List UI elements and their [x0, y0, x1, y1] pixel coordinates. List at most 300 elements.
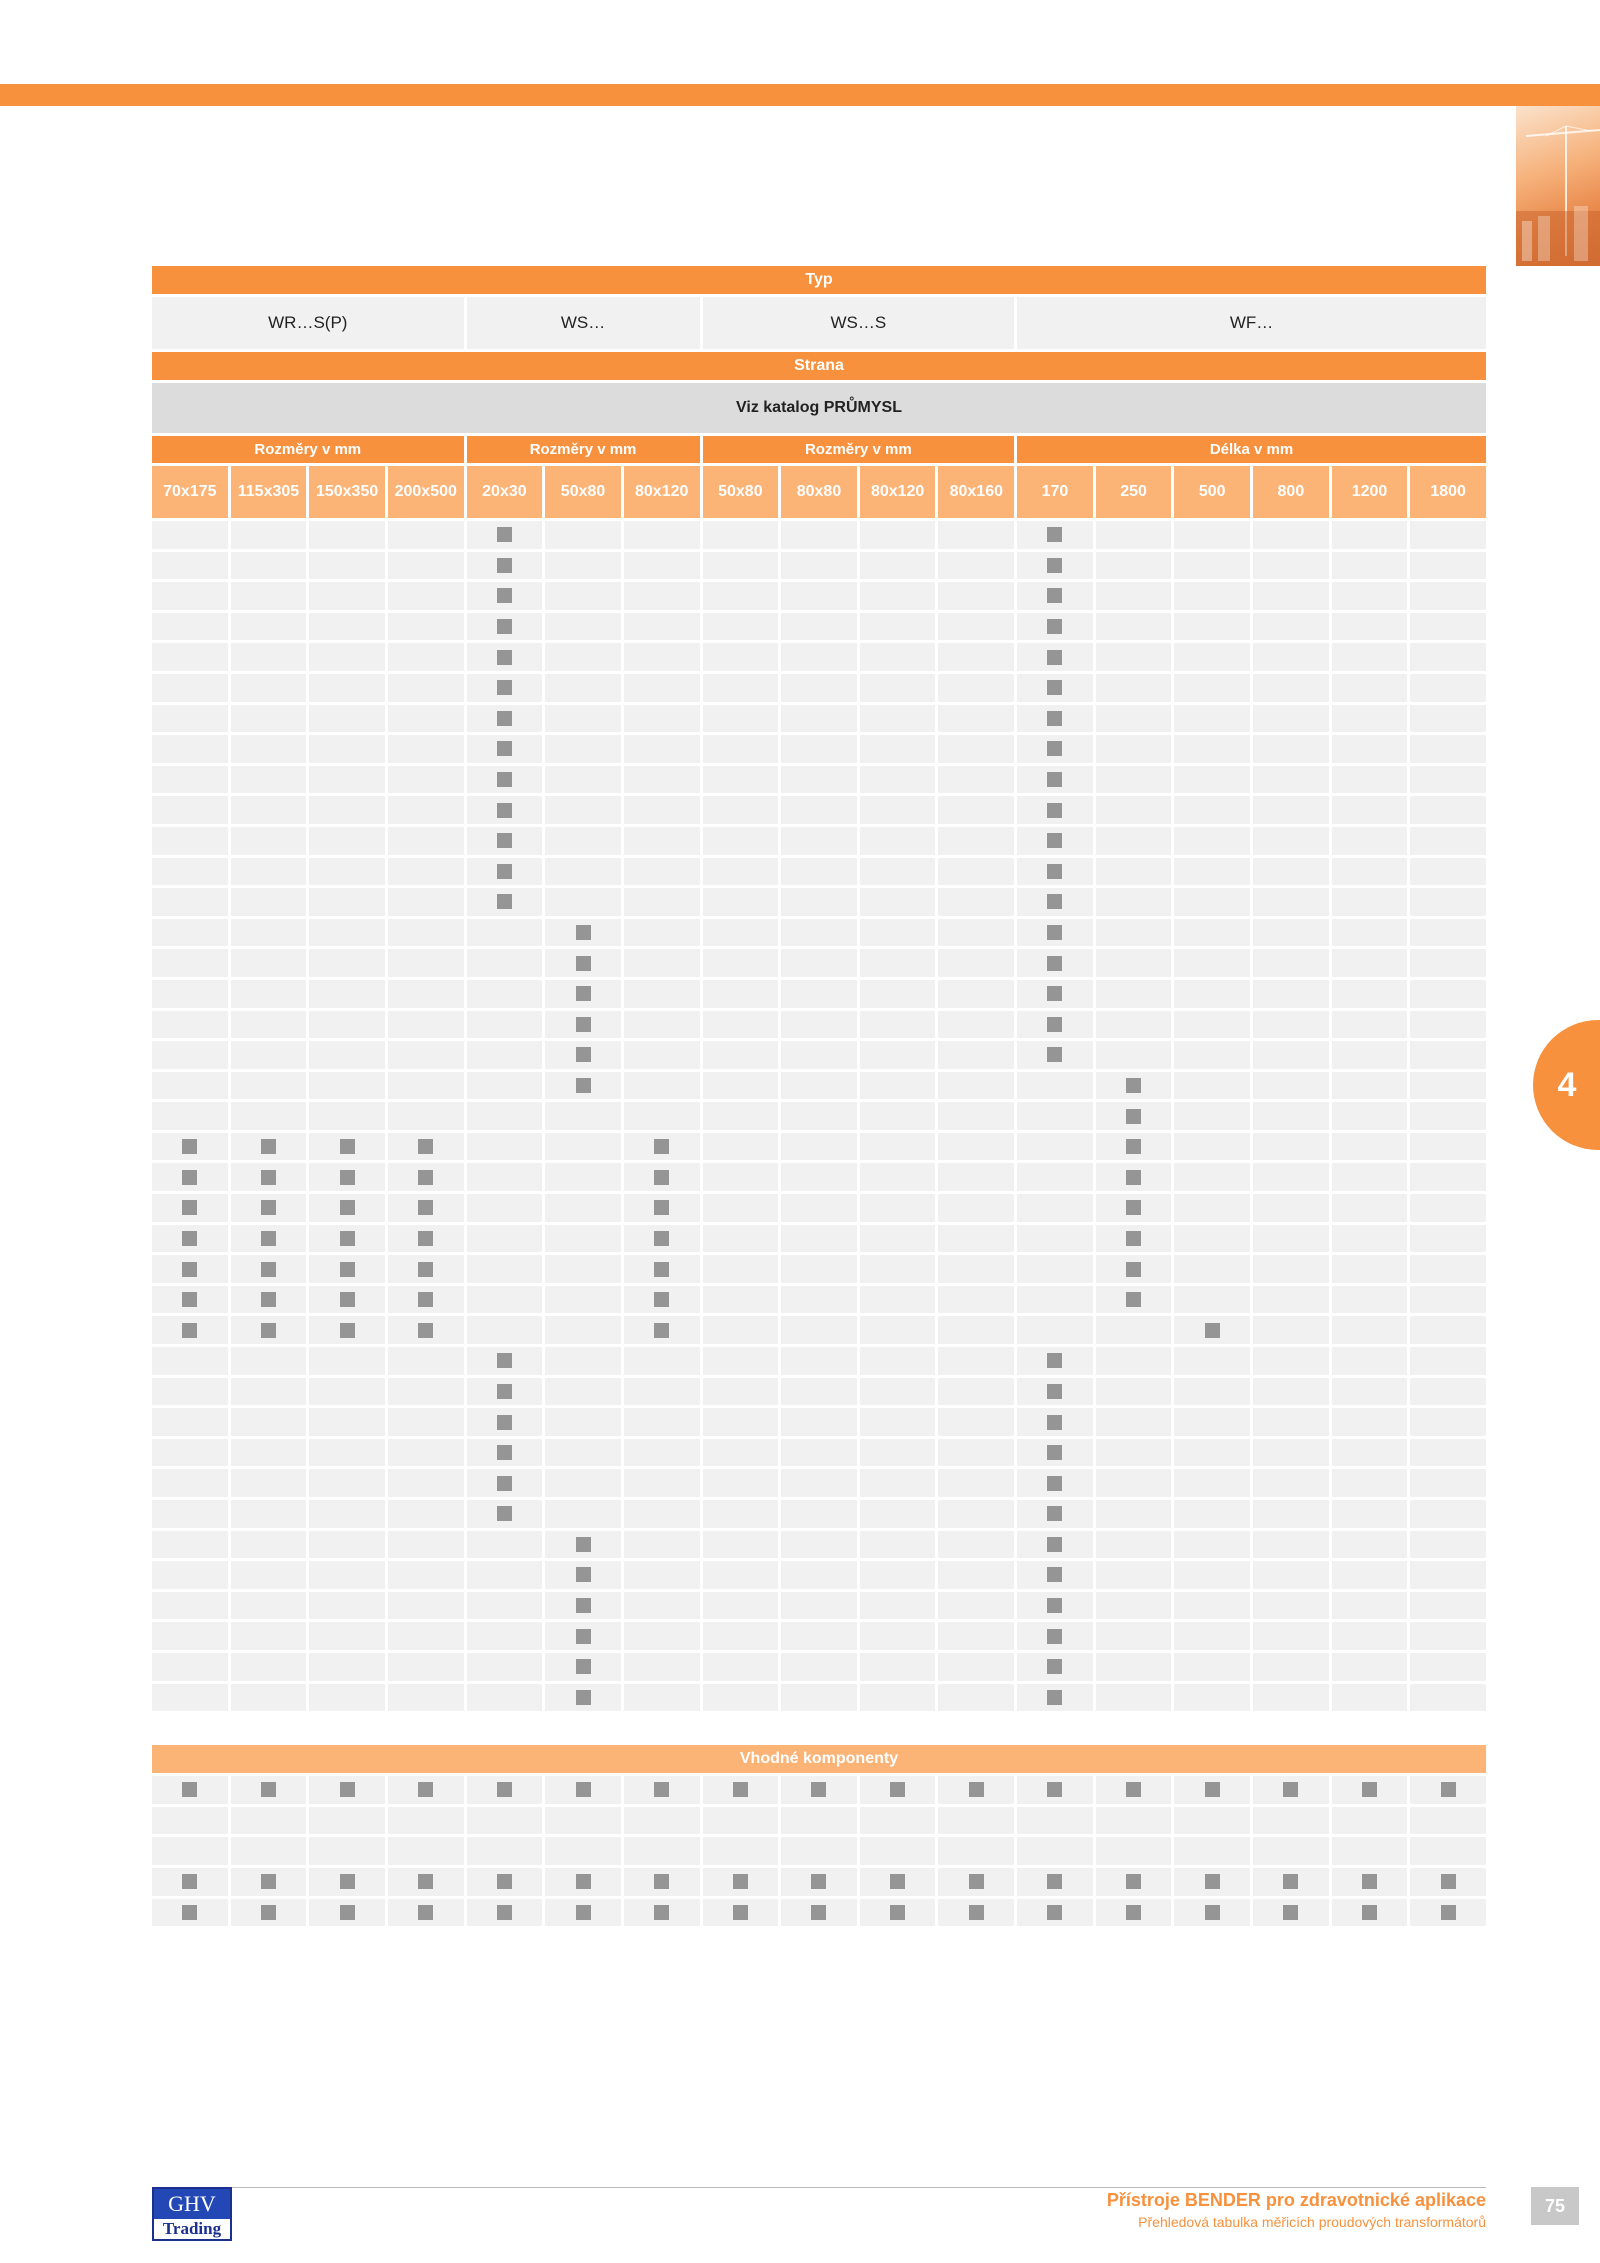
check-square-icon — [1047, 894, 1062, 909]
check-square-icon — [890, 1874, 905, 1889]
table-row-cell — [1410, 1194, 1486, 1222]
components-row-cell — [1096, 1776, 1172, 1804]
table-row-cell — [388, 949, 464, 977]
table-row-cell — [1253, 1622, 1329, 1650]
table-row-cell — [938, 1286, 1014, 1314]
table-row-cell — [152, 1347, 228, 1375]
table-row-cell — [545, 1255, 621, 1283]
check-square-icon — [340, 1262, 355, 1277]
table-row-cell — [1410, 552, 1486, 580]
table-row-cell — [545, 766, 621, 794]
table-row-cell — [231, 796, 307, 824]
table-row-cell — [703, 766, 779, 794]
components-row-cell — [545, 1807, 621, 1835]
table-row-cell — [1410, 1561, 1486, 1589]
table-row-cell — [938, 1439, 1014, 1467]
check-square-icon — [654, 1231, 669, 1246]
table-row-cell — [860, 1163, 936, 1191]
table-row-cell — [624, 1684, 700, 1712]
check-square-icon — [1047, 1659, 1062, 1674]
table-row-cell — [1174, 1500, 1250, 1528]
table-row-cell — [938, 613, 1014, 641]
table-row-cell — [860, 980, 936, 1008]
table-row-cell — [781, 796, 857, 824]
table-row-cell — [703, 1561, 779, 1589]
table-row-cell — [467, 1316, 543, 1344]
table-row-cell — [624, 949, 700, 977]
table-row-cell — [781, 1439, 857, 1467]
table-row-cell — [152, 1041, 228, 1069]
components-row-cell — [545, 1899, 621, 1927]
table-row-cell — [467, 643, 543, 671]
table-row-cell — [1017, 1684, 1093, 1712]
table-row-cell — [624, 1347, 700, 1375]
table-row-cell — [703, 1072, 779, 1100]
check-square-icon — [654, 1292, 669, 1307]
components-row-cell — [152, 1837, 228, 1865]
check-square-icon — [1047, 833, 1062, 848]
table-row-cell — [938, 1500, 1014, 1528]
table-row-cell — [231, 1225, 307, 1253]
check-square-icon — [340, 1323, 355, 1338]
table-row-cell — [781, 1041, 857, 1069]
table-row-cell — [309, 1684, 385, 1712]
group-label-ws-s: Rozměry v mm — [703, 436, 1015, 463]
components-row-cell — [624, 1776, 700, 1804]
table-row-cell — [860, 643, 936, 671]
table-row-cell — [938, 766, 1014, 794]
table-row-cell — [388, 1316, 464, 1344]
table-row-cell — [152, 949, 228, 977]
table-row-cell — [938, 827, 1014, 855]
table-row-cell — [309, 1163, 385, 1191]
table-row-cell — [938, 1592, 1014, 1620]
footer-subtitle: Přehledová tabulka měřicích proudových transformátorů — [1138, 2214, 1486, 2230]
table-row-cell — [152, 1622, 228, 1650]
table-row-cell — [703, 1255, 779, 1283]
table-row-cell — [231, 1684, 307, 1712]
table-row-cell — [309, 1347, 385, 1375]
table-row-cell — [231, 1286, 307, 1314]
table-row-cell — [152, 1408, 228, 1436]
table-row-cell — [703, 980, 779, 1008]
components-row-cell — [545, 1776, 621, 1804]
table-row-cell — [231, 1439, 307, 1467]
check-square-icon — [1047, 986, 1062, 1001]
table-row-cell — [1410, 796, 1486, 824]
type-wf: WF… — [1017, 297, 1486, 349]
table-row-cell — [703, 1378, 779, 1406]
type-wr: WR…S(P) — [152, 297, 464, 349]
table-row-cell — [781, 1469, 857, 1497]
check-square-icon — [497, 772, 512, 787]
table-row-cell — [1332, 643, 1408, 671]
table-row-cell — [467, 735, 543, 763]
table-row-cell — [1410, 1255, 1486, 1283]
table-row-cell — [1332, 1347, 1408, 1375]
components-row-cell — [309, 1776, 385, 1804]
table-row-cell — [467, 1653, 543, 1681]
table-row-cell — [860, 1531, 936, 1559]
table-row-cell — [1017, 1072, 1093, 1100]
table-row-cell — [1096, 1072, 1172, 1100]
table-row-cell — [1174, 705, 1250, 733]
table-row-cell — [309, 735, 385, 763]
table-row-cell — [1332, 1561, 1408, 1589]
table-row-cell — [1332, 705, 1408, 733]
table-row-cell — [624, 1163, 700, 1191]
table-row-cell — [860, 1194, 936, 1222]
table-row-cell — [1410, 1653, 1486, 1681]
check-square-icon — [1441, 1874, 1456, 1889]
check-square-icon — [1283, 1782, 1298, 1797]
table-row-cell — [1332, 1011, 1408, 1039]
table-row-cell — [938, 796, 1014, 824]
table-row-cell — [545, 1592, 621, 1620]
check-square-icon — [340, 1170, 355, 1185]
table-row-cell — [152, 919, 228, 947]
table-row-cell — [309, 1469, 385, 1497]
table-row-cell — [938, 888, 1014, 916]
table-row-cell — [545, 888, 621, 916]
check-square-icon — [811, 1874, 826, 1889]
table-row-cell — [1332, 552, 1408, 580]
table-row-cell — [545, 735, 621, 763]
dimension-header: 80x120 — [860, 466, 936, 518]
components-row-cell — [938, 1837, 1014, 1865]
table-row-cell — [309, 674, 385, 702]
table-row-cell — [1410, 582, 1486, 610]
table-row-cell — [703, 1011, 779, 1039]
dimension-header: 1800 — [1410, 466, 1486, 518]
table-row-cell — [624, 1653, 700, 1681]
table-row-cell — [1253, 1316, 1329, 1344]
table-row-cell — [545, 1500, 621, 1528]
table-row-cell — [1174, 919, 1250, 947]
table-row-cell — [467, 766, 543, 794]
table-row-cell — [309, 766, 385, 794]
table-row-cell — [467, 1041, 543, 1069]
table-row-cell — [781, 1194, 857, 1222]
table-row-cell — [938, 858, 1014, 886]
table-row-cell — [860, 1592, 936, 1620]
table-row-cell — [1410, 1500, 1486, 1528]
table-row-cell — [1174, 1408, 1250, 1436]
table-row-cell — [467, 888, 543, 916]
check-square-icon — [811, 1905, 826, 1920]
components-row-cell — [1017, 1868, 1093, 1896]
table-row-cell — [1332, 1072, 1408, 1100]
table-row-cell — [1253, 1592, 1329, 1620]
table-row-cell — [1174, 1531, 1250, 1559]
table-row-cell — [1096, 980, 1172, 1008]
check-square-icon — [340, 1905, 355, 1920]
table-row-cell — [152, 1592, 228, 1620]
table-row-cell — [1174, 582, 1250, 610]
table-row-cell — [781, 949, 857, 977]
table-row-cell — [545, 705, 621, 733]
table-row-cell — [781, 1255, 857, 1283]
table-row-cell — [1017, 1102, 1093, 1130]
table-row-cell — [624, 674, 700, 702]
check-square-icon — [418, 1262, 433, 1277]
table-row-cell — [1096, 1408, 1172, 1436]
check-square-icon — [261, 1292, 276, 1307]
check-square-icon — [654, 1170, 669, 1185]
table-row-cell — [1017, 1255, 1093, 1283]
check-square-icon — [1205, 1782, 1220, 1797]
table-row-cell — [781, 1102, 857, 1130]
table-row-cell — [231, 552, 307, 580]
table-row-cell — [624, 919, 700, 947]
table-row-cell — [1096, 1286, 1172, 1314]
table-row-cell — [1096, 735, 1172, 763]
chapter-number: 4 — [1557, 1066, 1577, 1104]
table-row-cell — [1410, 888, 1486, 916]
table-row-cell — [1096, 796, 1172, 824]
table-row-cell — [231, 1592, 307, 1620]
check-square-icon — [1047, 1629, 1062, 1644]
table-row-cell — [231, 1378, 307, 1406]
table-row-cell — [1332, 919, 1408, 947]
table-row-cell — [1410, 1011, 1486, 1039]
table-row-cell — [1410, 705, 1486, 733]
components-row-cell — [1174, 1837, 1250, 1865]
table-row-cell — [938, 1225, 1014, 1253]
table-row-cell — [703, 1684, 779, 1712]
table-row-cell — [545, 1531, 621, 1559]
table-row-cell — [388, 1163, 464, 1191]
check-square-icon — [1047, 619, 1062, 634]
table-row-cell — [545, 643, 621, 671]
table-row-cell — [1410, 1439, 1486, 1467]
check-square-icon — [890, 1782, 905, 1797]
table-row-cell — [1332, 796, 1408, 824]
table-row-cell — [703, 1194, 779, 1222]
table-row-cell — [1174, 1439, 1250, 1467]
table-row-cell — [781, 1011, 857, 1039]
table-row-cell — [938, 1041, 1014, 1069]
table-row-cell — [860, 705, 936, 733]
table-row-cell — [545, 1163, 621, 1191]
components-row-cell — [703, 1837, 779, 1865]
table-row-cell — [231, 1011, 307, 1039]
table-row-cell — [860, 766, 936, 794]
dimension-header: 50x80 — [703, 466, 779, 518]
components-row-cell — [1096, 1837, 1172, 1865]
table-row-cell — [152, 858, 228, 886]
table-row-cell — [309, 1255, 385, 1283]
table-row-cell — [1410, 919, 1486, 947]
table-row-cell — [624, 1622, 700, 1650]
table-row-cell — [703, 1653, 779, 1681]
table-row-cell — [309, 980, 385, 1008]
table-row-cell — [703, 1439, 779, 1467]
components-row-cell — [152, 1868, 228, 1896]
components-row-cell — [1174, 1807, 1250, 1835]
table-row-cell — [467, 1378, 543, 1406]
table-row-cell — [152, 1561, 228, 1589]
components-row-cell — [860, 1868, 936, 1896]
table-row-cell — [388, 796, 464, 824]
check-square-icon — [1126, 1231, 1141, 1246]
table-row-cell — [1253, 919, 1329, 947]
table-row-cell — [1096, 858, 1172, 886]
table-row-cell — [624, 1469, 700, 1497]
table-row-cell — [860, 552, 936, 580]
table-row-cell — [1017, 796, 1093, 824]
check-square-icon — [182, 1231, 197, 1246]
table-row-cell — [1174, 796, 1250, 824]
table-row-cell — [467, 613, 543, 641]
check-square-icon — [1283, 1905, 1298, 1920]
table-row-cell — [781, 582, 857, 610]
table-row-cell — [624, 858, 700, 886]
table-row-cell — [388, 1500, 464, 1528]
table-row-cell — [152, 1163, 228, 1191]
components-row-cell — [309, 1837, 385, 1865]
table-row-cell — [1096, 1225, 1172, 1253]
table-row-cell — [309, 1225, 385, 1253]
table-row-cell — [1174, 1347, 1250, 1375]
table-row-cell — [1410, 949, 1486, 977]
table-row-cell — [388, 674, 464, 702]
table-row-cell — [1096, 827, 1172, 855]
table-row-cell — [231, 521, 307, 549]
table-row-cell — [467, 919, 543, 947]
components-row-cell — [938, 1807, 1014, 1835]
check-square-icon — [497, 1384, 512, 1399]
table-row-cell — [781, 521, 857, 549]
table-row-cell — [152, 1255, 228, 1283]
check-square-icon — [497, 864, 512, 879]
table-row-cell — [938, 1133, 1014, 1161]
table-row-cell — [231, 919, 307, 947]
check-square-icon — [654, 1874, 669, 1889]
table-row-cell — [152, 1072, 228, 1100]
table-row-cell — [388, 766, 464, 794]
check-square-icon — [261, 1874, 276, 1889]
table-row-cell — [309, 1316, 385, 1344]
table-row-cell — [467, 1072, 543, 1100]
table-row-cell — [860, 1347, 936, 1375]
check-square-icon — [1126, 1078, 1141, 1093]
table-row-cell — [781, 613, 857, 641]
table-row-cell — [545, 1194, 621, 1222]
ghv-trading-logo — [152, 2187, 232, 2241]
check-square-icon — [497, 741, 512, 756]
table-row-cell — [1332, 1653, 1408, 1681]
check-square-icon — [1047, 803, 1062, 818]
table-row-cell — [1174, 1041, 1250, 1069]
table-row-cell — [152, 1286, 228, 1314]
table-row-cell — [152, 705, 228, 733]
table-row-cell — [152, 735, 228, 763]
check-square-icon — [1047, 1782, 1062, 1797]
table-row-cell — [860, 1041, 936, 1069]
table-row-cell — [309, 858, 385, 886]
logo-top-text: GHV — [154, 2189, 230, 2219]
components-row-cell — [1253, 1837, 1329, 1865]
table-row-cell — [1332, 1622, 1408, 1650]
table-row-cell — [1174, 1286, 1250, 1314]
check-square-icon — [969, 1782, 984, 1797]
table-row-cell — [231, 980, 307, 1008]
table-row-cell — [152, 1225, 228, 1253]
table-row-cell — [1174, 1194, 1250, 1222]
check-square-icon — [1126, 1905, 1141, 1920]
table-row-cell — [938, 1561, 1014, 1589]
table-row-cell — [1332, 1408, 1408, 1436]
table-row-cell — [860, 1439, 936, 1467]
table-row-cell — [1174, 1378, 1250, 1406]
components-row-cell — [1410, 1899, 1486, 1927]
table-row-cell — [545, 1133, 621, 1161]
table-row-cell — [1410, 1286, 1486, 1314]
components-row-cell — [467, 1837, 543, 1865]
table-row-cell — [624, 1500, 700, 1528]
table-row-cell — [1096, 643, 1172, 671]
table-row-cell — [231, 1255, 307, 1283]
table-row-cell — [545, 827, 621, 855]
table-row-cell — [545, 858, 621, 886]
table-row-cell — [467, 1194, 543, 1222]
table-row-cell — [624, 827, 700, 855]
check-square-icon — [340, 1231, 355, 1246]
table-row-cell — [624, 1592, 700, 1620]
table-row-cell — [231, 1133, 307, 1161]
table-row-cell — [624, 1286, 700, 1314]
check-square-icon — [1283, 1874, 1298, 1889]
check-square-icon — [261, 1782, 276, 1797]
table-row-cell — [781, 1561, 857, 1589]
check-square-icon — [182, 1139, 197, 1154]
check-square-icon — [654, 1200, 669, 1215]
table-row-cell — [467, 1684, 543, 1712]
check-square-icon — [182, 1292, 197, 1307]
components-row-cell — [1410, 1807, 1486, 1835]
table-row-cell — [152, 980, 228, 1008]
components-row-cell — [781, 1776, 857, 1804]
table-row-cell — [1253, 888, 1329, 916]
table-row-cell — [467, 1561, 543, 1589]
table-row-cell — [1332, 1500, 1408, 1528]
table-row-cell — [781, 1316, 857, 1344]
components-row-cell — [1332, 1837, 1408, 1865]
table-row-cell — [860, 1225, 936, 1253]
table-row-cell — [1174, 766, 1250, 794]
components-row-cell — [1332, 1868, 1408, 1896]
components-row-cell — [152, 1807, 228, 1835]
table-row-cell — [1017, 827, 1093, 855]
check-square-icon — [1047, 1874, 1062, 1889]
table-row-cell — [1174, 552, 1250, 580]
table-row-cell — [231, 643, 307, 671]
components-row-cell — [231, 1776, 307, 1804]
table-row-cell — [545, 1408, 621, 1436]
components-row-cell — [467, 1807, 543, 1835]
table-row-cell — [1410, 1592, 1486, 1620]
table-row-cell — [703, 1408, 779, 1436]
table-row-cell — [1332, 980, 1408, 1008]
check-square-icon — [1441, 1782, 1456, 1797]
table-row-cell — [231, 735, 307, 763]
table-row-cell — [545, 1378, 621, 1406]
table-row-cell — [1174, 1011, 1250, 1039]
dimension-header: 80x120 — [624, 466, 700, 518]
table-row-cell — [1253, 521, 1329, 549]
check-square-icon — [576, 1537, 591, 1552]
